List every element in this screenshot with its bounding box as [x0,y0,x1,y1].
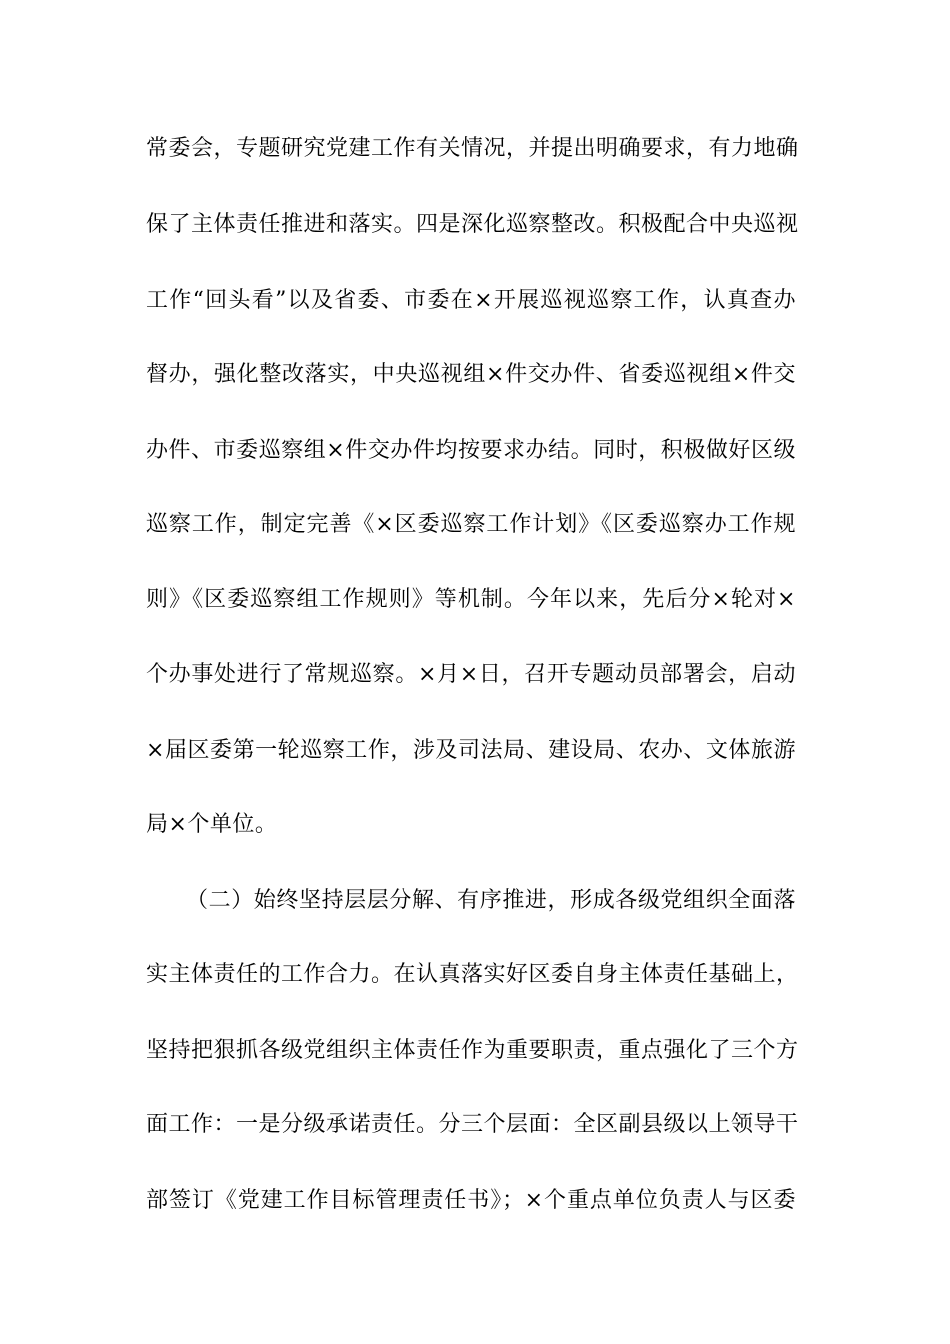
paragraph-heading-line: （二）始终坚持层层分解、有序推进，形成各级党组织全面落 [186,888,796,913]
text-line: 办件、市委巡察组×件交办件均按要求办结。同时，积极做好区级 [146,438,796,463]
text-line: 保了主体责任推进和落实。四是深化巡察整改。积极配合中央巡视 [146,212,799,237]
text-line: 坚持把狠抓各级党组织主体责任作为重要职责，重点强化了三个方 [146,1038,799,1063]
text-line: 常委会，专题研究党建工作有关情况，并提出明确要求，有力地确 [146,136,799,161]
text-line: 则》《区委巡察组工作规则》等机制。今年以来，先后分×轮对× [146,587,796,612]
text-line: 部签订《党建工作目标管理责任书》；×个重点单位负责人与区委 [146,1188,796,1213]
text-line: 巡察工作，制定完善《×区委巡察工作计划》《区委巡察办工作规 [146,512,796,537]
text-line: 局×个单位。 [146,812,278,837]
text-line: 实主体责任的工作合力。在认真落实好区委自身主体责任基础上， [146,962,799,987]
text-line: 个办事处进行了常规巡察。×月×日，召开专题动员部署会，启动 [146,662,796,687]
text-line: 督办，强化整改落实，中央巡视组×件交办件、省委巡视组×件交 [146,362,796,387]
text-line: 面工作：一是分级承诺责任。分三个层面：全区副县级以上领导干 [146,1112,799,1137]
text-line: ×届区委第一轮巡察工作，涉及司法局、建设局、农办、文体旅游 [146,738,796,763]
text-line: 工作“回头看”以及省委、市委在×开展巡视巡察工作，认真查办 [146,288,796,313]
